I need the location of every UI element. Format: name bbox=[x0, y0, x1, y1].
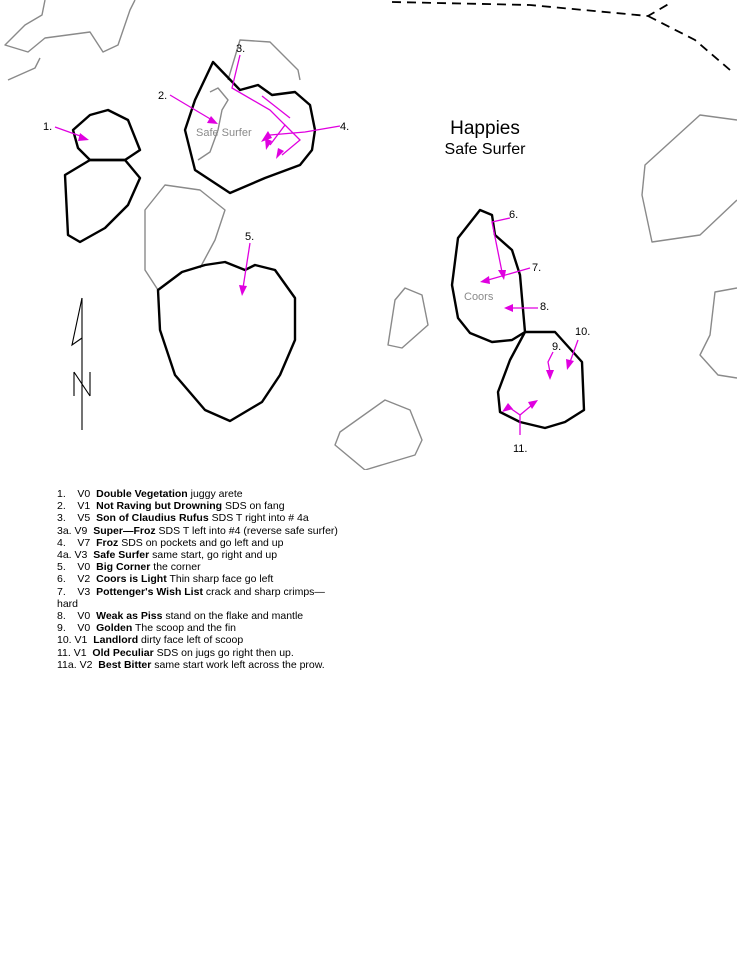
legend-route-description: SDS on pockets and go left and up bbox=[121, 536, 284, 549]
legend-route-name: Best Bitter bbox=[98, 658, 152, 671]
legend-route-description: juggy arete bbox=[190, 488, 243, 500]
faint-boulder-bottom-middle bbox=[335, 400, 422, 470]
route-arrow-7 bbox=[480, 276, 490, 284]
legend-route-number-grade: 4. V7 bbox=[57, 536, 97, 549]
legend-route-name: Golden bbox=[96, 622, 133, 635]
route-line-7 bbox=[488, 268, 530, 280]
legend-entry bbox=[57, 512, 342, 524]
boulder-route-1-lower bbox=[65, 160, 140, 242]
legend-route-name: Froz bbox=[96, 536, 119, 549]
route-legend bbox=[57, 488, 342, 671]
faint-boulder-right-edge bbox=[642, 115, 737, 242]
legend-entry bbox=[57, 573, 342, 585]
legend-route-description: same start work left across the prow. bbox=[154, 658, 325, 671]
legend-route-description: SDS T left into #4 (reverse safe surfer) bbox=[158, 524, 338, 537]
legend-route-description: The scoop and the fin bbox=[135, 622, 237, 635]
dashed-trail-branch bbox=[648, 16, 730, 70]
route-line-3-branch bbox=[282, 125, 300, 155]
route-number-1: 1. bbox=[43, 121, 53, 133]
legend-entry bbox=[57, 634, 342, 646]
route-line-2 bbox=[170, 95, 212, 120]
route-arrow-1 bbox=[78, 133, 89, 141]
dashed-trail bbox=[392, 2, 672, 16]
legend-entry bbox=[57, 622, 342, 634]
legend-route-number-grade: 10. V1 bbox=[57, 634, 94, 647]
map-title bbox=[400, 118, 570, 160]
route-number-3: 3. bbox=[236, 43, 246, 55]
legend-route-number-grade: 3a. V9 bbox=[57, 524, 94, 537]
legend-route-number-grade: 7. V3 bbox=[57, 585, 97, 598]
boulder-name: Safe Surfer bbox=[444, 141, 526, 158]
route-number-4: 4. bbox=[340, 121, 350, 133]
legend-route-number-grade: 8. V0 bbox=[57, 610, 97, 623]
legend-route-description: crack and sharp crimps—hard bbox=[57, 585, 325, 610]
faint-boulder-inner-safe-surfer bbox=[198, 88, 228, 160]
faint-boulder-behind-big-corner bbox=[145, 185, 225, 290]
legend-route-name: Double Vegetation bbox=[96, 488, 188, 500]
legend-route-description: same start, go right and up bbox=[152, 549, 278, 562]
legend-entry bbox=[57, 586, 342, 610]
topo-map bbox=[0, 0, 737, 470]
legend-route-name: Son of Claudius Rufus bbox=[96, 512, 209, 525]
legend-route-number-grade: 6. V2 bbox=[57, 573, 97, 586]
route-line-5 bbox=[243, 243, 250, 288]
route-number-7: 7. bbox=[532, 262, 542, 274]
route-arrow-2 bbox=[207, 116, 218, 124]
legend-route-name: Super—Froz bbox=[93, 524, 156, 537]
route-arrow-8 bbox=[504, 304, 513, 312]
legend-route-number-grade: 4a. V3 bbox=[57, 549, 94, 562]
route-line-4a bbox=[262, 96, 290, 118]
legend-route-description: the corner bbox=[153, 561, 201, 574]
legend-route-description: SDS T right into # 4a bbox=[211, 512, 309, 525]
route-arrow-5 bbox=[239, 285, 247, 296]
route-number-2: 2. bbox=[158, 90, 168, 102]
legend-entry bbox=[57, 488, 342, 500]
legend-route-name: Big Corner bbox=[96, 561, 151, 574]
route-arrow-9 bbox=[546, 370, 554, 380]
legend-route-number-grade: 2. V1 bbox=[57, 500, 97, 513]
legend-route-name: Safe Surfer bbox=[93, 549, 150, 562]
faint-boulder-small-middle bbox=[388, 288, 428, 348]
legend-route-description: dirty face left of scoop bbox=[141, 634, 244, 647]
legend-route-name: Landlord bbox=[93, 634, 139, 647]
legend-route-number-grade: 11a. V2 bbox=[57, 658, 99, 671]
boulder-golden bbox=[498, 332, 584, 428]
route-arrow-10 bbox=[566, 359, 574, 370]
legend-entry bbox=[57, 561, 342, 573]
legend-route-name: Pottenger's Wish List bbox=[96, 585, 203, 598]
legend-entry bbox=[57, 549, 342, 561]
faint-boulder-top-left-lower bbox=[8, 58, 40, 80]
faint-boulder-top-left bbox=[5, 0, 135, 52]
route-number-8: 8. bbox=[540, 301, 550, 313]
boulder-label-safe-surfer: Safe Surfer bbox=[196, 127, 252, 139]
boulder-route-1 bbox=[73, 110, 140, 160]
legend-route-number-grade: 11. V1 bbox=[57, 646, 93, 659]
route-number-6: 6. bbox=[509, 209, 519, 221]
route-number-11: 11. bbox=[513, 443, 528, 455]
legend-entry bbox=[57, 525, 342, 537]
boulder-label-coors: Coors bbox=[464, 291, 494, 303]
faint-boulder-far-right bbox=[700, 288, 737, 378]
legend-route-name: Not Raving but Drowning bbox=[96, 500, 223, 513]
route-arrow-11 bbox=[502, 403, 513, 412]
legend-route-description: SDS on fang bbox=[225, 500, 285, 513]
boulder-big-corner bbox=[158, 262, 295, 421]
route-number-5: 5. bbox=[245, 231, 255, 243]
route-line-11a bbox=[520, 405, 532, 415]
legend-route-number-grade: 5. V0 bbox=[57, 561, 97, 574]
legend-route-description: stand on the flake and mantle bbox=[165, 610, 304, 623]
legend-entry bbox=[57, 537, 342, 549]
route-line-9 bbox=[548, 352, 553, 372]
route-number-9: 9. bbox=[552, 341, 562, 353]
legend-entry bbox=[57, 610, 342, 622]
area-name: Happies bbox=[450, 118, 520, 139]
legend-route-number-grade: 1. V0 bbox=[57, 488, 97, 500]
route-line-1 bbox=[55, 127, 83, 137]
north-arrow bbox=[72, 298, 90, 430]
legend-entry bbox=[57, 500, 342, 512]
legend-route-name: Weak as Piss bbox=[96, 610, 163, 623]
boulder-coors bbox=[452, 210, 525, 342]
route-number-10: 10. bbox=[575, 326, 591, 338]
legend-route-name: Old Peculiar bbox=[92, 646, 154, 659]
legend-entry bbox=[57, 647, 342, 659]
legend-route-description: Thin sharp face go left bbox=[169, 573, 274, 586]
legend-entry bbox=[57, 659, 342, 671]
legend-route-number-grade: 9. V0 bbox=[57, 622, 97, 635]
legend-route-number-grade: 3. V5 bbox=[57, 512, 97, 525]
legend-route-name: Coors is Light bbox=[96, 573, 167, 586]
legend-route-description: SDS on jugs go right then up. bbox=[156, 646, 294, 659]
